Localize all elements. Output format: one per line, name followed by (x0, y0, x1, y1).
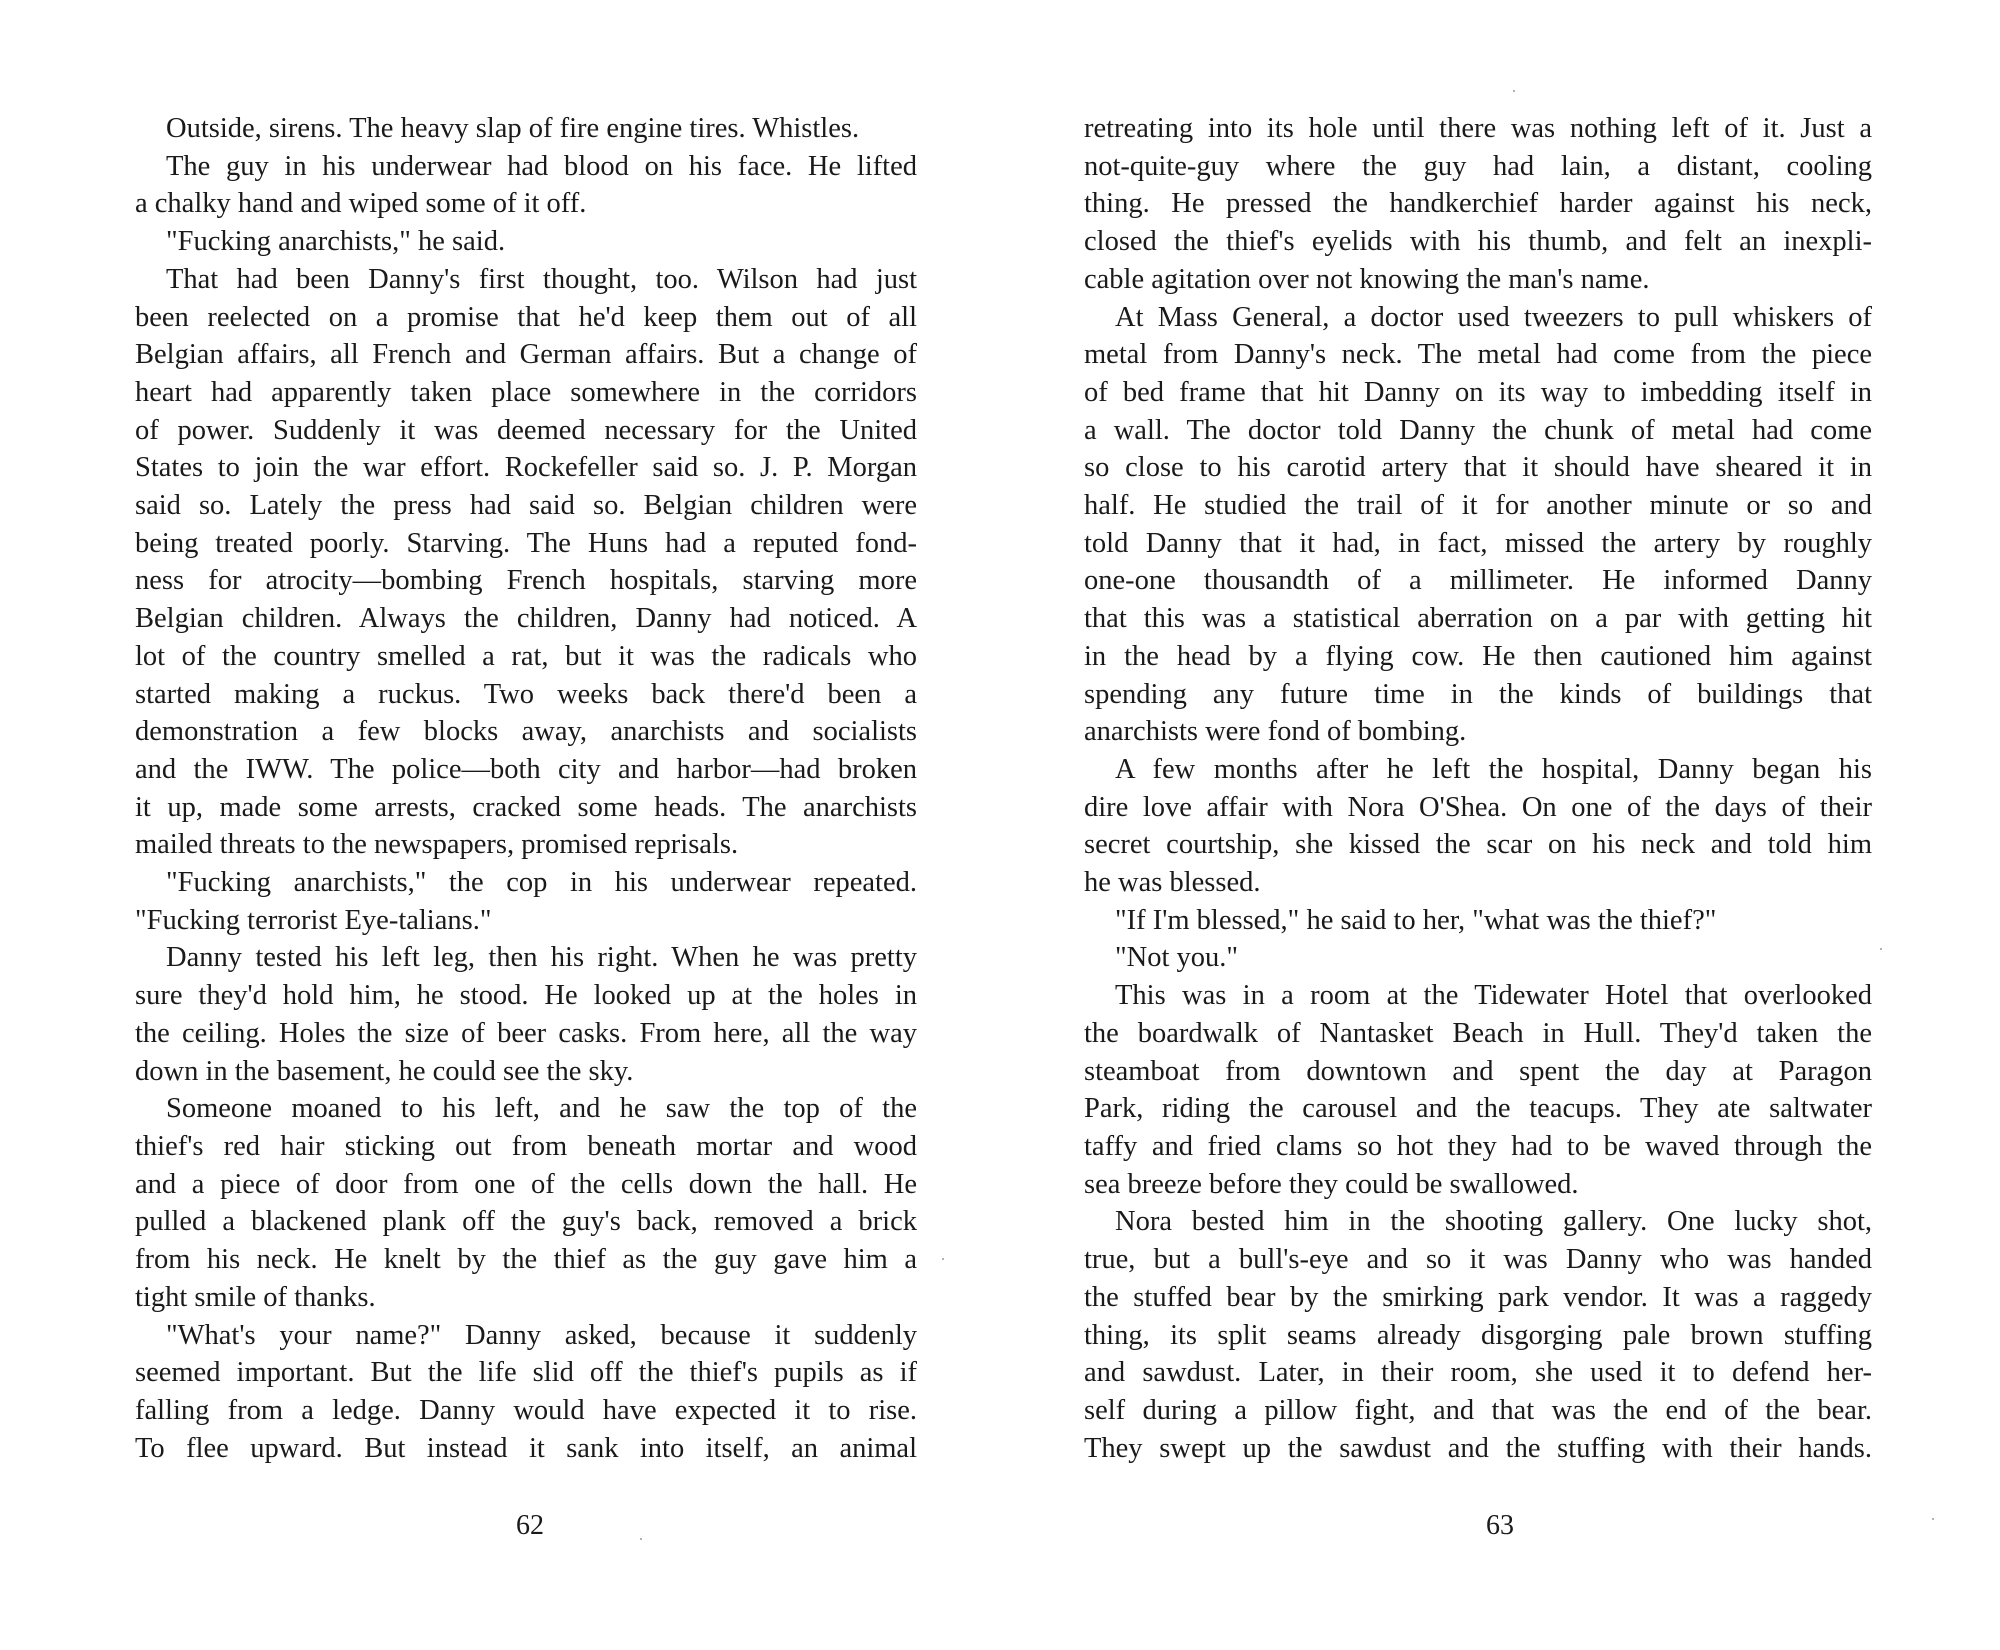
text-line: the stuffed bear by the smirking park vendor. It was a raggedy (1084, 1281, 1872, 1313)
text-line: tight smile of thanks. (135, 1281, 376, 1313)
text-line: and the IWW. The police—both city and harbor—had broken (135, 753, 917, 785)
text-line: he was blessed. (1084, 867, 1261, 899)
text-line: "What's your name?" Danny asked, because it suddenly (166, 1319, 917, 1351)
left-page-body (135, 110, 917, 1467)
text-line: anarchists were fond of bombing. (1084, 716, 1467, 748)
text-line: falling from a ledge. Danny would have expected it to rise. (135, 1394, 917, 1426)
text-line: and sawdust. Later, in their room, she used it to defend her- (1084, 1357, 1872, 1389)
text-line: lot of the country smelled a rat, but it was the radicals who (135, 640, 917, 672)
text-line: thing. He pressed the handkerchief harder against his neck, (1084, 188, 1872, 220)
scan-speck (1513, 90, 1515, 92)
text-line: told Danny that it had, in fact, missed the artery by roughly (1084, 527, 1872, 559)
right-page-body (1084, 110, 1872, 1467)
text-line: not-quite-guy where the guy had lain, a distant, cooling (1084, 150, 1872, 182)
text-line: A few months after he left the hospital, Danny began his (1115, 753, 1872, 785)
text-line: "Not you." (1115, 942, 1239, 974)
text-line: sea breeze before they could be swallowed. (1084, 1168, 1579, 1200)
text-line: secret courtship, she kissed the scar on his neck and told him (1084, 829, 1872, 861)
text-line: To flee upward. But instead it sank into itself, an animal (135, 1432, 917, 1464)
text-line: Danny tested his left leg, then his right. When he was pretty (166, 942, 917, 974)
text-line: steamboat from downtown and spent the day at Paragon (1084, 1055, 1872, 1087)
text-line: been reelected on a promise that he'd keep them out of all (135, 301, 917, 333)
scan-speck (942, 1258, 944, 1260)
scan-speck (1880, 948, 1882, 950)
text-line: ness for atrocity—bombing French hospitals, starving more (135, 565, 917, 597)
text-line: one-one thousandth of a millimeter. He informed Danny (1084, 565, 1872, 597)
text-line: Outside, sirens. The heavy slap of fire engine tires. Whistles. (166, 113, 860, 144)
text-line: That had been Danny's first thought, too. Wilson had just (166, 263, 917, 295)
text-line: thing, its split seams already disgorging pale brown stuffing (1084, 1319, 1872, 1351)
text-line: Belgian affairs, all French and German affairs. But a change of (135, 339, 917, 371)
text-line: taffy and fried clams so hot they had to be waved through the (1084, 1130, 1872, 1162)
text-line: so close to his carotid artery that it should have sheared it in (1084, 452, 1872, 484)
scan-speck (640, 1538, 642, 1540)
text-line: Someone moaned to his left, and he saw the top of the (166, 1093, 917, 1125)
text-line: spending any future time in the kinds of buildings that (1084, 678, 1872, 710)
text-line: down in the basement, he could see the sky. (135, 1055, 634, 1087)
text-line: metal from Danny's neck. The metal had come from the piece (1084, 339, 1872, 371)
text-line: thief's red hair sticking out from beneath mortar and wood (135, 1130, 917, 1162)
text-line: of power. Suddenly it was deemed necessary for the United (135, 414, 917, 446)
text-line: a wall. The doctor told Danny the chunk of metal had come (1084, 414, 1872, 446)
text-line: "Fucking anarchists," the cop in his underwear repeated. (166, 867, 917, 899)
text-line: States to join the war effort. Rockefeller said so. J. P. Morgan (135, 452, 917, 484)
right-page (1000, 0, 2000, 1650)
text-line: Nora bested him in the shooting gallery. One lucky shot, (1115, 1206, 1872, 1238)
text-line: of bed frame that hit Danny on its way to imbedding itself in (1084, 376, 1872, 408)
text-line: demonstration a few blocks away, anarchists and socialists (135, 716, 917, 748)
text-line: closed the thief's eyelids with his thumb, and felt an inexpli- (1084, 226, 1872, 258)
text-line: At Mass General, a doctor used tweezers to pull whiskers of (1115, 301, 1872, 333)
text-line: "If I'm blessed," he said to her, "what was the thief?" (1115, 904, 1717, 936)
text-line: Park, riding the carousel and the teacups. They ate saltwater (1084, 1093, 1872, 1125)
text-line: The guy in his underwear had blood on his face. He lifted (166, 150, 917, 182)
text-line: "Fucking anarchists," he said. (166, 226, 506, 258)
text-line: dire love affair with Nora O'Shea. On one of the days of their (1084, 791, 1872, 823)
text-line: the ceiling. Holes the size of beer casks. From here, all the way (135, 1017, 917, 1049)
text-line: "Fucking terrorist Eye-talians." (135, 904, 492, 936)
text-line: being treated poorly. Starving. The Huns had a reputed fond- (135, 527, 917, 559)
text-line: heart had apparently taken place somewhere in the corridors (135, 376, 917, 408)
text-line: it up, made some arrests, cracked some heads. The anarchists (135, 791, 917, 823)
text-line: They swept up the sawdust and the stuffing with their hands. (1084, 1432, 1872, 1464)
text-line: mailed threats to the newspapers, promised reprisals. (135, 829, 739, 861)
text-line: retreating into its hole until there was nothing left of it. Just a (1084, 113, 1872, 144)
text-line: and a piece of door from one of the cells down the hall. He (135, 1168, 917, 1200)
text-line: a chalky hand and wiped some of it off. (135, 188, 587, 220)
page-number-right: 63 (1486, 1510, 1514, 1541)
text-line: This was in a room at the Tidewater Hotel that overlooked (1115, 980, 1872, 1012)
scan-speck (1932, 1518, 1934, 1520)
text-line: true, but a bull's-eye and so it was Danny who was handed (1084, 1244, 1872, 1276)
text-line: in the head by a flying cow. He then cautioned him against (1084, 640, 1872, 672)
text-line: that this was a statistical aberration on a par with getting hit (1084, 603, 1872, 635)
text-line: seemed important. But the life slid off the thief's pupils as if (135, 1357, 917, 1389)
text-line: sure they'd hold him, he stood. He looked up at the holes in (135, 980, 917, 1012)
text-line: cable agitation over not knowing the man's name. (1084, 263, 1650, 295)
text-line: pulled a blackened plank off the guy's back, removed a brick (135, 1206, 917, 1238)
text-line: said so. Lately the press had said so. Belgian children were (135, 490, 917, 522)
text-line: started making a ruckus. Two weeks back there'd been a (135, 678, 917, 710)
text-line: half. He studied the trail of it for another minute or so and (1084, 490, 1872, 522)
text-line: from his neck. He knelt by the thief as the guy gave him a (135, 1244, 917, 1276)
text-line: self during a pillow fight, and that was the end of the bear. (1084, 1394, 1872, 1426)
text-line: Belgian children. Always the children, Danny had noticed. A (135, 603, 917, 635)
page-number-left: 62 (516, 1510, 544, 1541)
text-line: the boardwalk of Nantasket Beach in Hull. They'd taken the (1084, 1017, 1872, 1049)
